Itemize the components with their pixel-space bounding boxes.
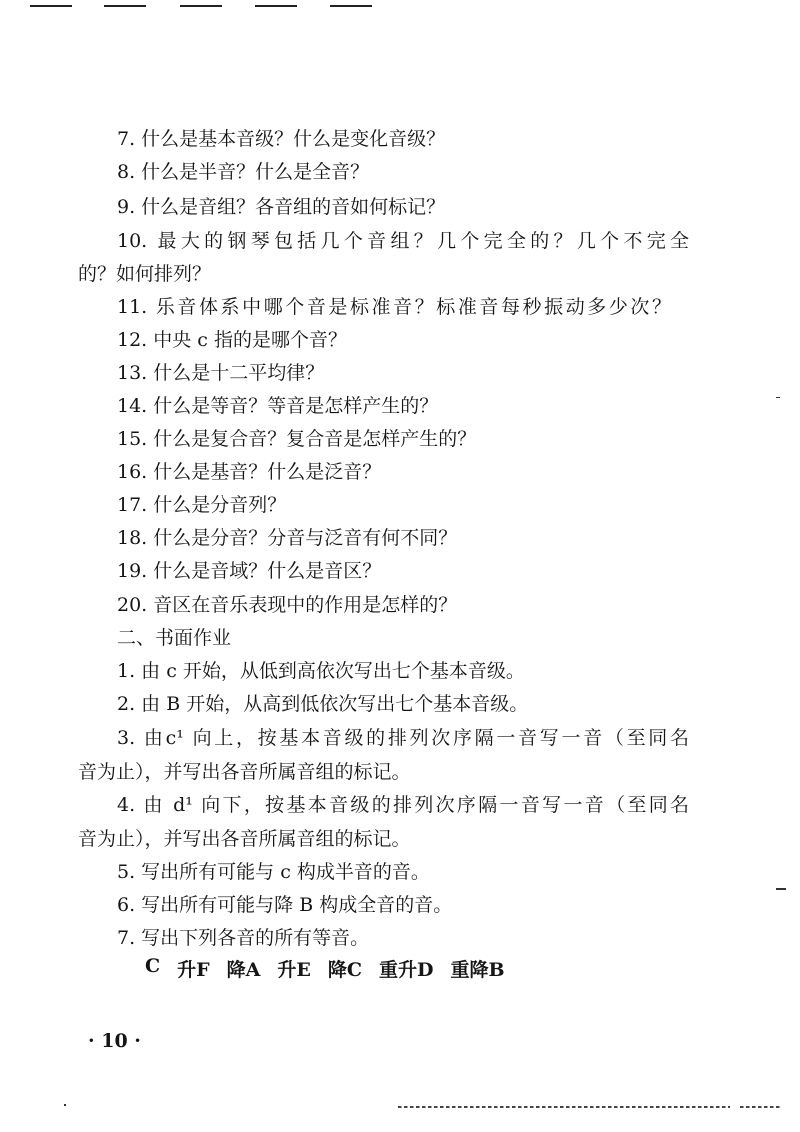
header-rule-1 [30,5,72,7]
question-10-line-1: 10. 最大的钢琴包括几个音组？几个完全的？几个不完全 [117,230,689,252]
exercise-6: 6. 写出所有可能与降 B 构成全音的音。 [117,894,453,916]
question-17: 17. 什么是分音列？ [117,494,287,516]
question-7: 7. 什么是基本音级？什么是变化音级？ [117,128,446,150]
note-item: 升E [277,959,311,981]
scan-mark-left [64,1104,66,1106]
exercise-5: 5. 写出所有可能与 c 构成半音的音。 [117,861,430,883]
question-16: 16. 什么是基音？什么是泛音？ [117,461,382,483]
bottom-scan-dots-1 [398,1106,730,1108]
note-item: 降A [226,959,261,981]
note-item: C [145,955,161,977]
note-item: 重升D [378,959,434,981]
exercise-2: 2. 由 B 开始，从高到低依次写出七个基本音级。 [117,693,529,715]
question-10-line-2: 的？如何排列？ [78,263,212,285]
question-18: 18. 什么是分音？分音与泛音有何不同？ [117,527,458,549]
question-12: 12. 中央 c 指的是哪个音？ [117,329,347,351]
scan-mark-right-1 [776,397,780,398]
exercise-7: 7. 写出下列各音的所有等音。 [117,927,370,949]
header-rule-4 [255,5,297,7]
exercise-1: 1. 由 c 开始，从低到高依次写出七个基本音级。 [117,660,525,682]
note-list [145,955,505,982]
note-item: 降C [327,959,362,981]
bottom-scan-dots-2 [740,1106,782,1108]
header-rule-5 [330,5,372,7]
exercise-3-line-1: 3. 由c¹ 向上，按基本音级的排列次序隔一音写一音（至同名 [117,727,689,749]
question-20: 20. 音区在音乐表现中的作用是怎样的？ [117,594,458,616]
page-number: · 10 · [88,1030,141,1052]
note-item: 重降B [450,959,505,981]
question-9: 9. 什么是音组？各音组的音如何标记？ [117,196,446,218]
exercise-3-line-2: 音为止），并写出各音所属音组的标记。 [78,761,411,783]
question-19: 19. 什么是音域？什么是音区？ [117,560,382,582]
header-rule-2 [104,5,146,7]
question-11: 11. 乐音体系中哪个音是标准音？标准音每秒振动多少次？ [117,296,671,318]
question-13: 13. 什么是十二平均律？ [117,362,325,384]
note-item: 升F [177,959,210,981]
section-heading: 二、书面作业 [117,627,232,649]
exercise-4-line-2: 音为止），并写出各音所属音组的标记。 [78,828,411,850]
question-8: 8. 什么是半音？什么是全音？ [117,161,370,183]
scan-mark-right-2 [776,888,786,890]
exercise-4-line-1: 4. 由 d¹ 向下，按基本音级的排列次序隔一音写一音（至同名 [117,794,689,816]
header-rule-3 [180,5,222,7]
question-14: 14. 什么是等音？等音是怎样产生的？ [117,395,439,417]
question-15: 15. 什么是复合音？复合音是怎样产生的？ [117,428,477,450]
